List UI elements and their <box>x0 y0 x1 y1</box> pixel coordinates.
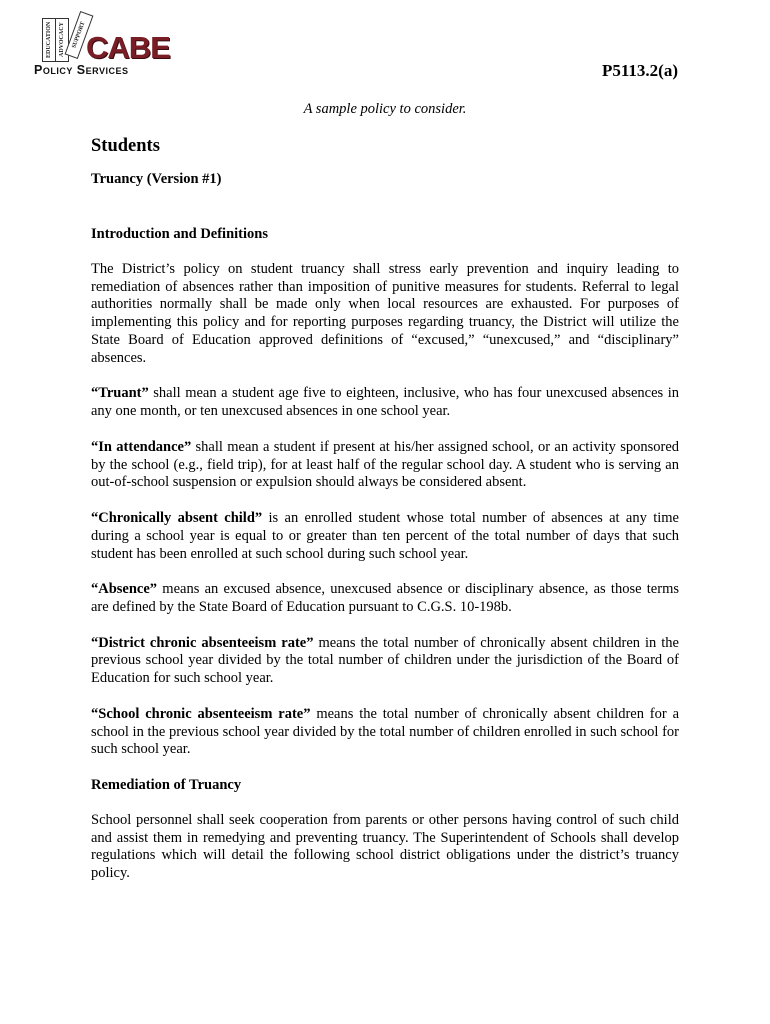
definition-term: “District chronic absenteeism rate” <box>91 634 314 651</box>
cabe-logo <box>34 14 174 80</box>
definition-text: is an enrolled student whose total number of absences at any time during a school year is equal to or greater than ten percent of the total number of days that such student has been enrolled at such school during such school year. <box>91 509 679 562</box>
logo-book-support: SUPPORT <box>65 11 94 59</box>
definition-truant <box>91 385 679 421</box>
logo-wordmark: CABE <box>86 30 170 65</box>
definition-text: shall mean a student age five to eighteen, inclusive, who has four unexcused absences in any one month, or ten unexcused absences in one school year. <box>91 385 679 420</box>
definition-school-chronic-absenteeism-rate <box>91 706 679 759</box>
remediation-paragraph: School personnel shall seek cooperation from parents or other persons having control of such child and assist them in remedying and preventing truancy. The Superintendent of Schools shall develop regulations which will detail the following school district obligations under the district’s truancy policy. <box>91 811 679 882</box>
definition-text: means an excused absence, unexcused absence or disciplinary absence, as those terms are defined by the State Board of Education pursuant to C.G.S. 10-198b. <box>91 581 679 615</box>
definition-chronically-absent-child <box>91 510 679 563</box>
document-body <box>91 101 679 901</box>
policy-category: Students <box>91 136 160 156</box>
definition-absence <box>91 581 679 617</box>
logo-book-advocacy: ADVOCACY <box>55 18 69 62</box>
policy-number: P5113.2(a) <box>601 61 678 80</box>
definition-term: “In attendance” <box>91 438 192 455</box>
page-header <box>0 0 770 90</box>
definition-in-attendance <box>91 439 679 492</box>
definition-district-chronic-absenteeism-rate <box>91 635 679 688</box>
definition-text: means the total number of chronically absent children in the previous school year divided by the total number of children under the jurisdiction of the Board of Education for such school year. <box>91 634 679 687</box>
logo-book-education: EDUCATION <box>42 18 56 62</box>
policy-title: Truancy (Version #1) <box>91 171 222 187</box>
definition-term: “Truant” <box>91 385 149 402</box>
sample-note: A sample policy to consider. <box>303 101 467 117</box>
definition-text: shall mean a student if present at his/her assigned school, or an activity sponsored by the school (e.g., field trip), for at least half of the regular school day. A student who is serving an out-of-school suspension or expulsion should always be considered absent. <box>91 438 680 491</box>
section-heading-introduction: Introduction and Definitions <box>91 226 268 242</box>
definition-term: “School chronic absenteeism rate” <box>91 705 311 722</box>
logo-subtitle: Policy Services <box>34 63 129 77</box>
definition-term: “Absence” <box>91 581 158 598</box>
definition-term: “Chronically absent child” <box>91 509 263 526</box>
section-heading-remediation: Remediation of Truancy <box>91 776 242 793</box>
intro-paragraph: The District’s policy on student truancy shall stress early prevention and inquiry leading to remediation of absences rather than imposition of punitive measures for students. Referral to legal authorities normally shall be made only when local resources are exhausted. For purposes of implementing this policy and for reporting purposes regarding truancy, the District will utilize the State Board of Education approved definitions of “excused,” “unexcused,” and “disciplinary” absences. <box>91 260 679 366</box>
definition-text: means the total number of chronically absent children for a school in the previous school year divided by the total number of children enrolled in such school for such school year. <box>91 705 680 758</box>
